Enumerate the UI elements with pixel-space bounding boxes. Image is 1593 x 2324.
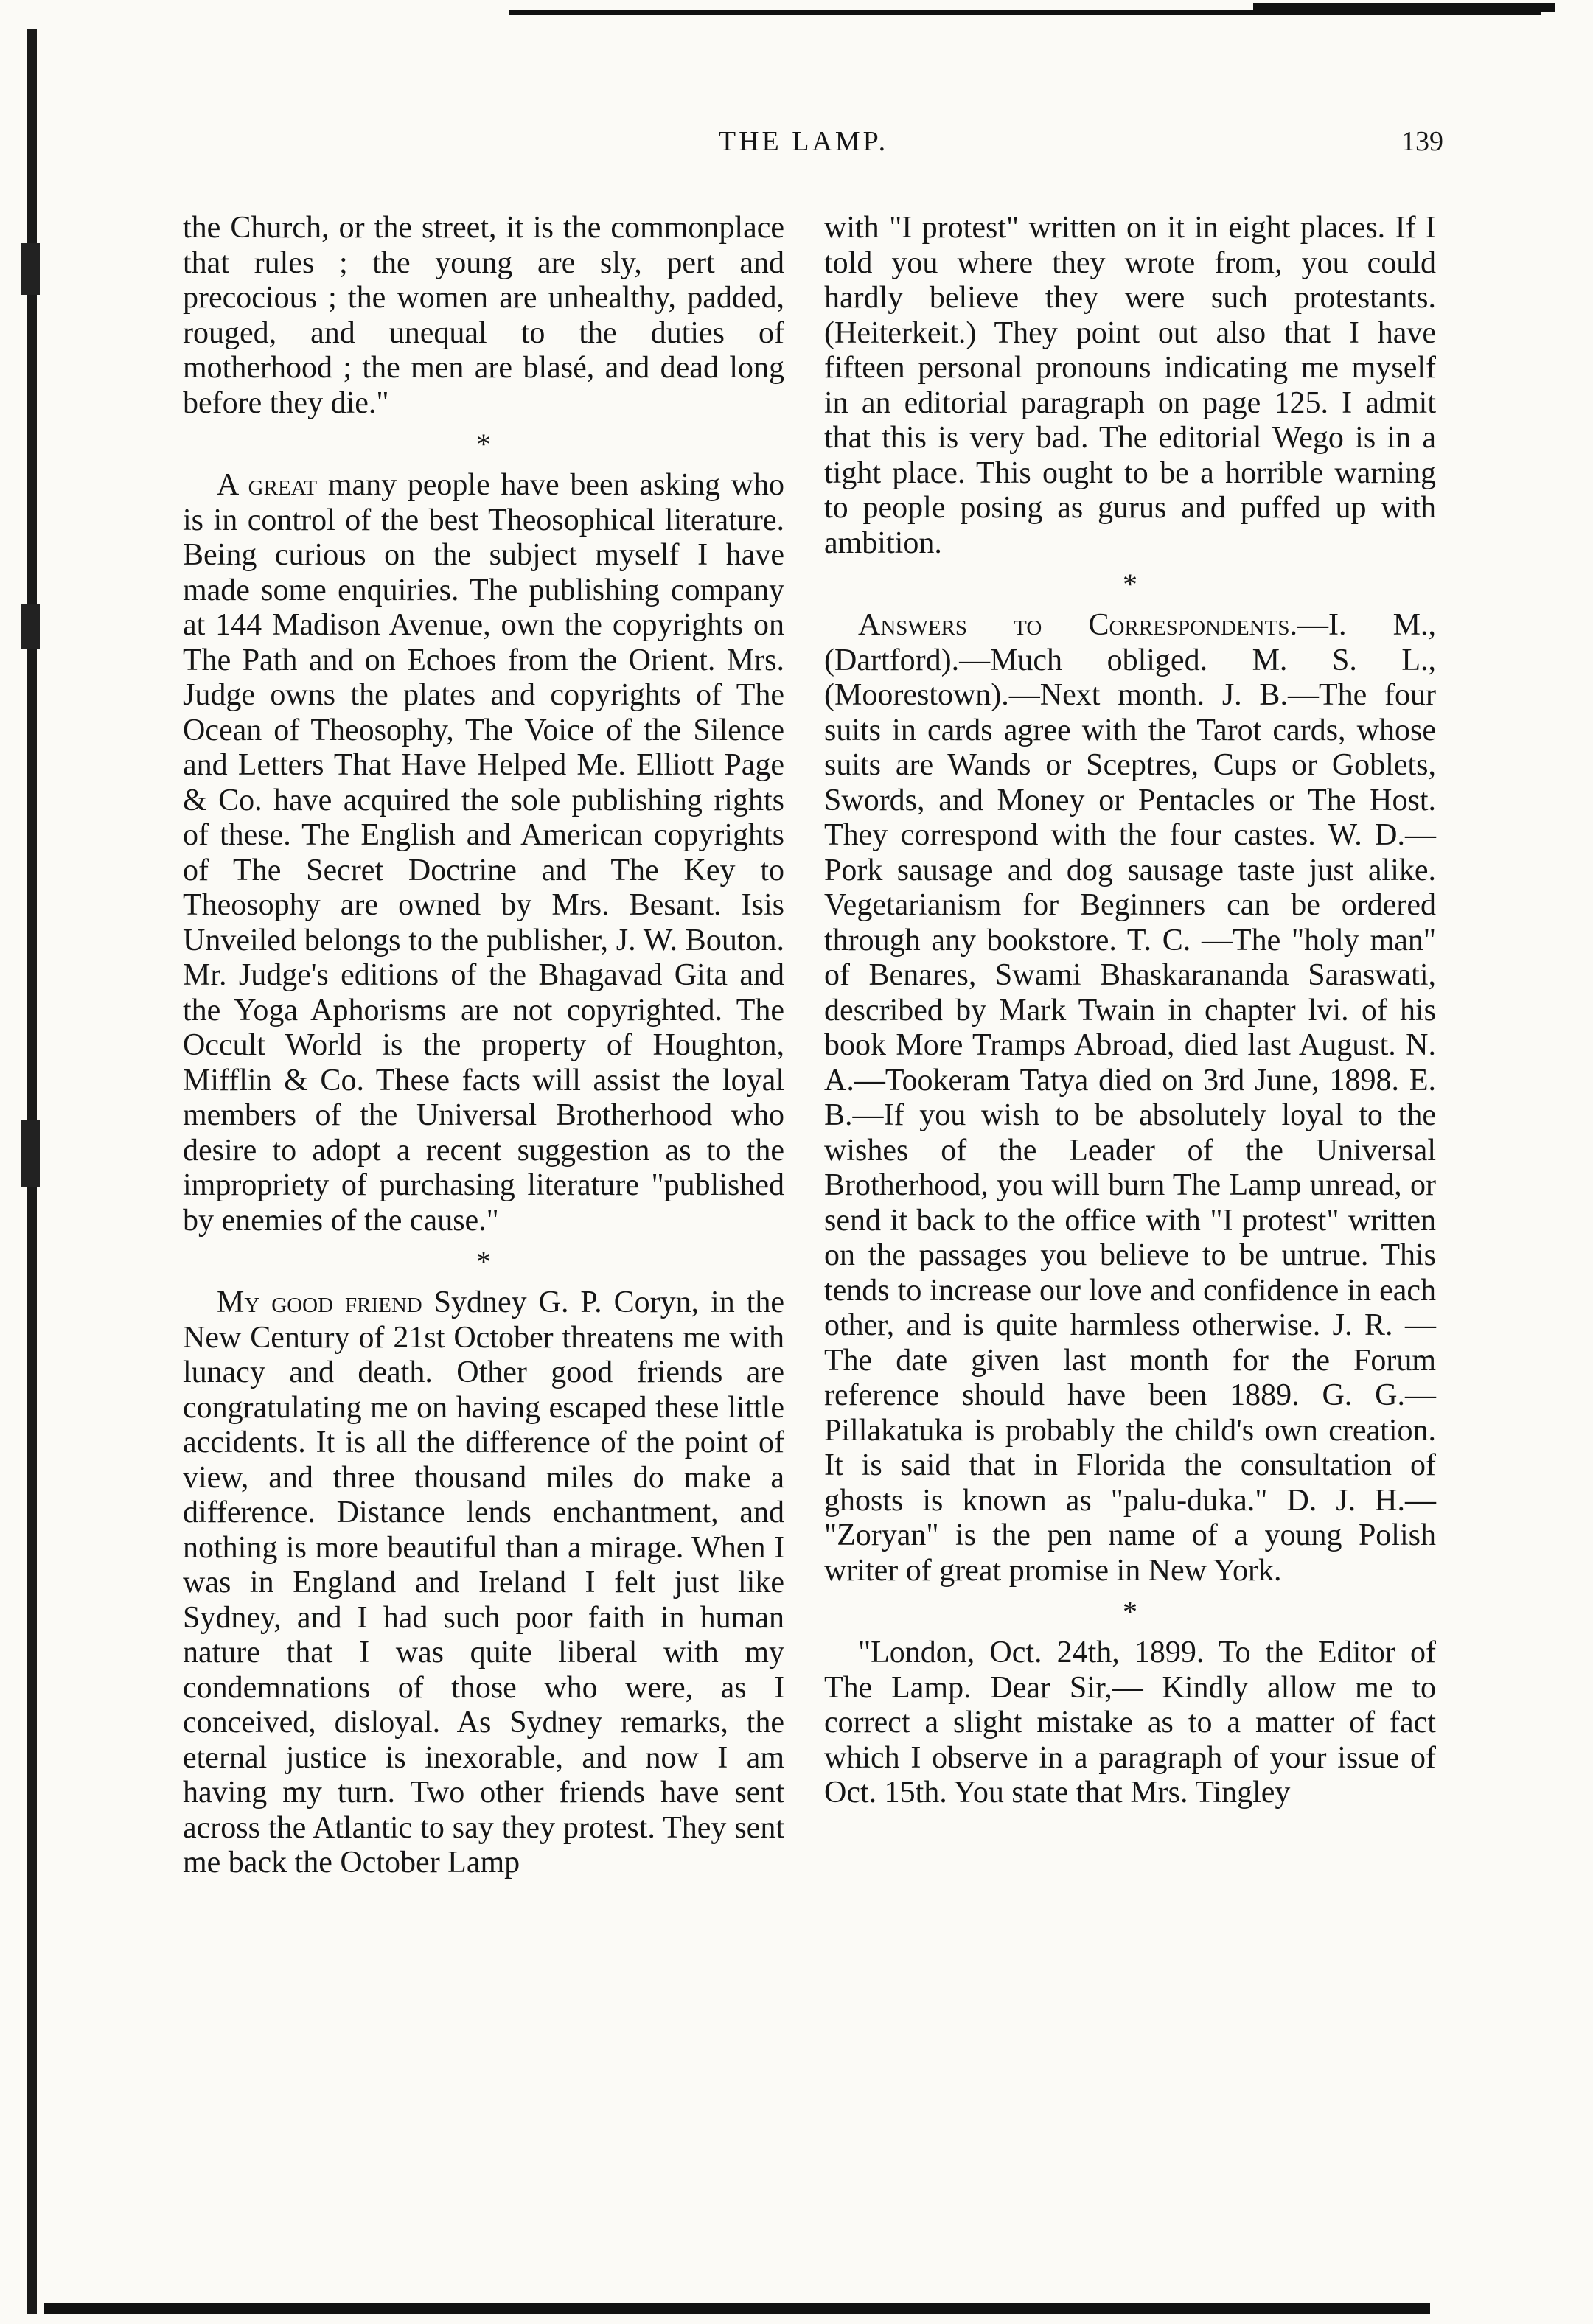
section-star: * [476,1245,491,1278]
left-column [183,211,784,1881]
paragraph: with "I protest" written on it in eight places. If I told you where they wrote from, you could hardly believe they were such protestants. (Heiterkeit.) They point out also that I have fifteen personal pronouns indicating me myself in an editorial paragraph on page 125. I admit that this is very bad. The editorial Wego is in a tight place. This ought to be a horrible warning to people posing as gurus and puffed up with ambition. [824,211,1436,560]
paragraph-body: Sydney G. P. Coryn, in the New Century of 21st October threatens me with lunacy and death. Other good friends are congratulating me on having escaped these little accidents. It is all the difference of the point of view, and three thousand miles do make a difference. Distance lends enchantment, and nothing is more beautiful than a mirage. When I was in England and Ireland I felt just like Sydney, and I had such poor faith in human nature that I was quite liberal with my condemnations of those who were, as I conceived, disloyal. As Sydney remarks, the eternal justice is inexorable, and now I am having my turn. Two other friends have sent across the Atlantic to say they protest. They sent me back the October Lamp [183,1285,784,1880]
paragraph [824,608,1436,1588]
binding-artifact [21,604,40,649]
binding-artifact [21,243,40,295]
running-title: THE LAMP. [718,126,889,157]
paragraph-lead: A great [217,468,318,502]
top-rule-heavy [1253,3,1555,12]
paragraph-lead: My good friend [217,1285,422,1319]
paragraph-lead: Answers to Correspondents. [858,608,1297,642]
paragraph: the Church, or the street, it is the commonplace that rules ; the young are sly, pert and precocious ; the women are unhealthy, padded, rouged, and unequal to the duties of motherhood ; the men are blasé, and dead long before they die." [183,211,784,420]
bottom-rule [44,2303,1430,2314]
section-star: * [1123,1595,1137,1628]
right-column [824,211,1436,1811]
paragraph: "London, Oct. 24th, 1899. To the Editor of The Lamp. Dear Sir,— Kindly allow me to correct a slight mistake as to a matter of fact which I observe in a paragraph of your issue of Oct. 15th. You state that Mrs. Tingley [824,1636,1436,1810]
paragraph [183,468,784,1238]
section-star: * [476,428,491,461]
page-number: 139 [1401,126,1443,157]
paragraph [183,1285,784,1881]
section-star: * [1123,568,1137,601]
paragraph-body: —I. M., (Dartford).—Much obliged. M. S. L., (Moorestown).—Next month. J. B.—The four suits in cards agree with the Tarot cards, whose suits are Wands or Sceptres, Cups or Goblets, Swords, and Money or Pentacles or The Host. They correspond with the four castes. W. D.—Pork sausage and dog sausage taste just alike. Vegetarianism for Beginners can be ordered through any bookstore. T. C. —The "holy man" of Benares, Swami Bhaskarananda Saraswati, described by Mark Twain in chapter lvi. of his book More Tramps Abroad, died last August. N. A.—Tookeram Tatya died on 3rd June, 1898. E. B.—If you wish to be absolutely loyal to the wishes of the Leader of the Universal Brotherhood, you will burn The Lamp unread, or send it back to the office with "I protest" written on the passages you believe to be untrue. This tends to increase our love and confidence in each other, and is quite harmless otherwise. J. R. —The date given last month for the Forum reference should have been 1889. G. G.—Pillakatuka is probably the child's own creation. It is said that in Florida the consultation of ghosts is known as "palu-duka." D. J. H.— "Zoryan" is the pen name of a young Polish writer of great promise in New York. [824,608,1436,1588]
paragraph-body: many people have been asking who is in control of the best Theosophical literature. Being curious on the subject myself I have made some enquiries. The publishing company at 144 Madison Avenue, own the copyrights on The Path and on Echoes from the Orient. Mrs. Judge owns the plates and copyrights of The Ocean of Theosophy, The Voice of the Silence and Letters That Have Helped Me. Elliott Page & Co. have acquired the sole publishing rights of these. The English and American copyrights of The Secret Doctrine and The Key to Theosophy are owned by Mrs. Besant. Isis Unveiled belongs to the publisher, J. W. Bouton. Mr. Judge's editions of the Bhagavad Gita and the Yoga Aphorisms are not copyrighted. The Occult World is the property of Houghton, Mifflin & Co. These facts will assist the loyal members of the Universal Brotherhood who desire to adopt a recent suggestion as to the impropriety of purchasing literature "published by enemies of the cause." [183,468,784,1238]
binding-artifact [21,1120,40,1187]
